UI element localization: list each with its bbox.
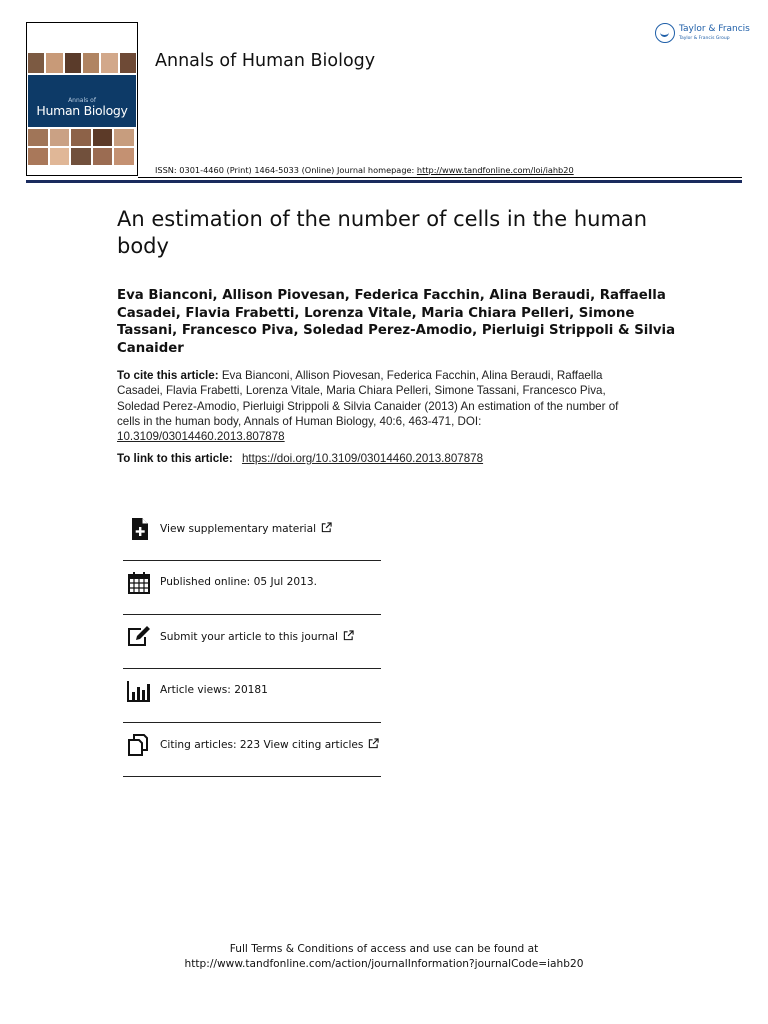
cover-face-tile	[114, 148, 134, 165]
cite-text: Eva Bianconi, Allison Piovesan, Federica Facchin, Alina Beraudi, Raffaella Casadei, Flavia Frabetti, Lorenza Vitale, Maria Chiara Pelleri, Simone Tassani, Francesco Piva, Soledad Perez-Amodio, Pierluigi Strippoli & Silvia Canaider (2013) An estimation of the number of cells in the human body, Annals of Human Biology, 40:6, 463-471, DOI:	[117, 369, 619, 428]
publisher-logo[interactable]	[655, 22, 750, 48]
cover-face-tile	[28, 53, 44, 73]
cover-face-tile	[71, 129, 91, 146]
cover-face-tile	[93, 129, 113, 146]
issn-line	[155, 165, 574, 175]
calendar-icon	[127, 571, 151, 595]
article-link-block	[117, 452, 677, 465]
article-info-list	[123, 507, 381, 777]
article-views-row	[123, 669, 381, 723]
cover-face-tile	[120, 53, 136, 73]
supplementary-material-label: View supplementary material	[160, 522, 332, 535]
cover-face-tile	[114, 129, 134, 146]
edit-icon	[127, 625, 151, 649]
published-online-row	[123, 561, 381, 615]
citing-articles-label: Citing articles: 223 View citing articles	[160, 738, 379, 751]
supplementary-material-row[interactable]	[123, 507, 381, 561]
cover-face-tile	[46, 53, 62, 73]
publisher-group: Taylor & Francis Group	[679, 36, 730, 41]
cover-mini-label: Annals of	[68, 97, 96, 104]
article-views-label: Article views: 20181	[160, 684, 268, 696]
cover-face-tile	[50, 148, 70, 165]
cover-face-strip-top	[28, 53, 136, 73]
cover-face-tile	[101, 53, 117, 73]
cover-face-tile	[93, 148, 113, 165]
cite-label: To cite this article:	[117, 369, 219, 382]
external-link-icon	[368, 738, 379, 749]
citing-articles-row[interactable]	[123, 723, 381, 777]
journal-cover-image	[26, 22, 138, 176]
cover-title: Human Biology	[36, 103, 128, 118]
citation-pages-icon	[127, 733, 151, 757]
publisher-name: Taylor & Francis	[679, 24, 750, 34]
article-authors: Eva Bianconi, Allison Piovesan, Federica Facchin, Alina Beraudi, Raffaella Casadei, Flavia Frabetti, Lorenza Vitale, Maria Chiara Pelleri, Simone Tassani, Francesco Piva, Soledad Perez-Amodio, Pierluigi Strippoli & Silvia Canaider	[117, 288, 676, 356]
cover-face-tile	[65, 53, 81, 73]
cover-face-strip-bottom	[28, 129, 136, 165]
document-plus-icon	[127, 517, 151, 541]
citation-block	[117, 368, 642, 444]
cover-face-tile	[83, 53, 99, 73]
cover-face-tile	[50, 129, 70, 146]
header-divider-thin	[138, 177, 742, 178]
bar-chart-icon	[127, 679, 151, 703]
submit-article-row[interactable]	[123, 615, 381, 669]
terms-url[interactable]: http://www.tandfonline.com/action/journalInformation?journalCode=iahb20	[184, 958, 584, 970]
cite-doi-link[interactable]: 10.3109/03014460.2013.807878	[117, 430, 285, 444]
journal-homepage-link[interactable]: http://www.tandfonline.com/loi/iahb20	[416, 165, 574, 175]
published-online-label: Published online: 05 Jul 2013.	[160, 576, 317, 588]
issn-text: ISSN: 0301-4460 (Print) 1464-5033 (Online) Journal homepage:	[155, 165, 417, 175]
link-label: To link to this article:	[117, 452, 233, 465]
journal-title[interactable]: Annals of Human Biology	[155, 51, 376, 71]
terms-line: Full Terms & Conditions of access and use can be found at	[229, 943, 539, 955]
cover-title-band	[28, 75, 136, 127]
article-doi-link[interactable]: https://doi.org/10.3109/03014460.2013.807878	[241, 452, 484, 465]
external-link-icon	[343, 630, 354, 641]
article-title: An estimation of the number of cells in the human body	[117, 207, 648, 258]
header-divider-thick	[26, 180, 742, 183]
cover-face-tile	[28, 148, 48, 165]
cover-face-tile	[28, 129, 48, 146]
external-link-icon	[321, 522, 332, 533]
cover-face-tile	[71, 148, 91, 165]
publisher-logo-icon	[655, 23, 675, 43]
terms-footer	[0, 942, 768, 972]
submit-article-label: Submit your article to this journal	[160, 630, 354, 643]
